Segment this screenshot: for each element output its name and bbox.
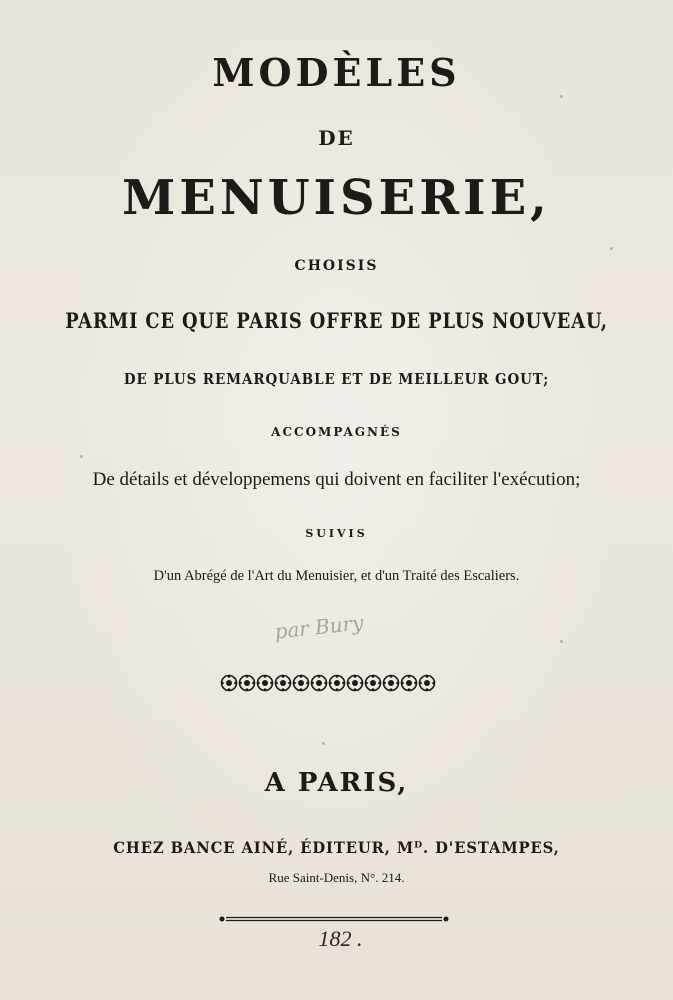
imprint-date: 182 . [318,926,363,951]
rosette-border-ornament-icon [220,673,443,693]
handwritten-annotation: par Bury [273,610,365,644]
paper-speck [322,742,325,745]
subtitle-remarquable: DE PLUS REMARQUABLE ET DE MEILLEUR GOUT; [123,370,550,388]
imprint-publisher: CHEZ BANCE AINÉ, ÉDITEUR, Mᴰ. D'ESTAMPES, [113,838,560,857]
subtitle-parmi: PARMI CE QUE PARIS OFFRE DE PLUS NOUVEAU, [65,308,608,333]
paper-speck [80,455,83,458]
double-rule-divider-icon [218,914,450,924]
subtitle-accompagnes: ACCOMPAGNÉS [271,425,402,439]
paper-speck [560,95,563,98]
subtitle-abrege: D'un Abrégé de l'Art du Menuisier, et d'un Traité des Escaliers. [153,568,520,584]
subtitle-choisis: CHOISIS [294,258,379,274]
title-line-menuiserie: MENUISERIE, [122,170,551,226]
title-line-de: DE [318,126,355,150]
title-line-modeles: MODÈLES [212,50,461,95]
imprint-place: A PARIS, [264,768,409,798]
subtitle-suivis: SUIVIS [305,527,368,540]
imprint-address: Rue Saint-Denis, N°. 214. [268,870,405,885]
subtitle-details: De détails et développemens qui doivent en faciliter l'exécution; [92,469,581,490]
paper-speck [560,640,563,643]
paper-speck [610,247,613,250]
